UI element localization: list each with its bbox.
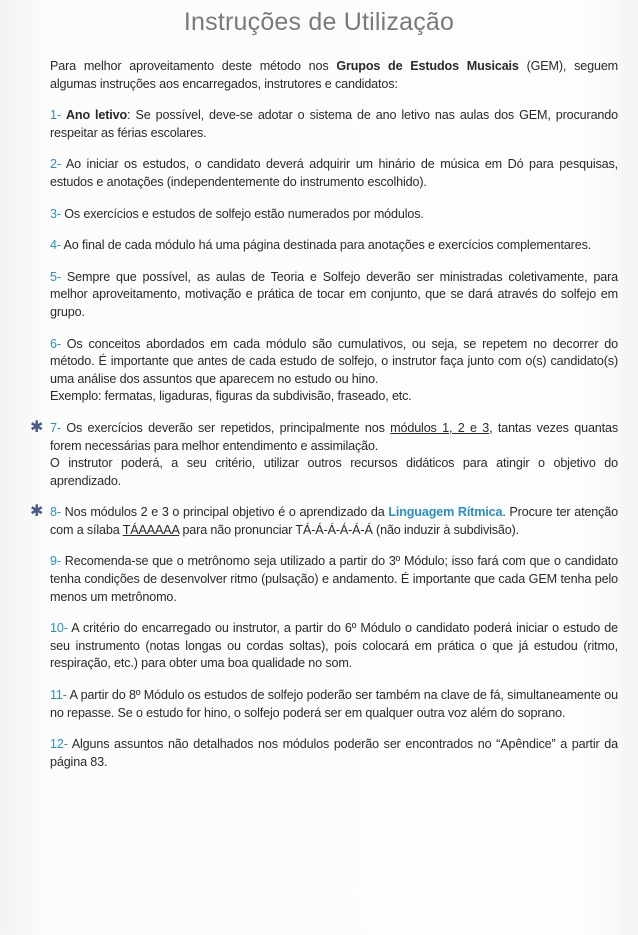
item-number: 8- [50,505,61,520]
item-2 [50,156,618,191]
item-number: 7- [50,420,61,435]
item-underlined: TÁAAAAA [122,522,180,537]
item-highlight: Linguagem Rítmica [388,505,503,520]
intro-pre: Para melhor aproveitamento deste método nos [50,59,337,73]
item-text: Ao iniciar os estudos, o candidato deverá adquirir um hinário de música em Dó para pesquisas, estudos e anotações (independentemente do instrumento escolhido). [50,157,618,189]
intro-post: (GEM), seguem algumas instruções aos encarregados, instrutores e candidatos: [50,59,619,91]
item-12 [50,736,618,771]
item-text: A partir do 8º Módulo os estudos de solfejo poderão ser também na clave de fá, simultaneamente ou no repasse. Se o estudo for hino, o solfejo poderá ser em qualquer outra voz além do soprano. [50,688,618,720]
item-number: 5- [50,269,61,284]
item-text-pre: Nos módulos 2 e 3 o principal objetivo é o aprendizado da [60,505,389,520]
item-number: 9- [50,554,61,569]
item-text: Os exercícios e estudos de solfejo estão numerados por módulos. [60,206,424,221]
item-6-example: Exemplo: fermatas, ligaduras, figuras da subdivisão, fraseado, etc. [50,389,412,404]
item-text: Alguns assuntos não detalhados nos módulos poderão ser encontrados no “Apêndice” a partir da página 83. [50,737,618,769]
handwritten-star-icon: ✱ [30,416,44,436]
item-text: Recomenda-se que o metrônomo seja utilizado a partir do 3º Módulo; isso fará com que o candidato tenha condições de desenvolver ritmo (pulsação) e andamento. É importante que cada GEM tenha pelo menos um metrônomo. [50,554,618,604]
item-number: 11- [50,688,67,703]
item-number: 10- [50,621,68,636]
item-bold: Ano letivo [65,108,128,123]
item-5 [50,269,618,322]
item-text: Sempre que possível, as aulas de Teoria e Solfejo deverão ser ministradas coletivamente, para melhor aproveitamento, motivação e prática de tocar em conjunto, que se dará através do solfejo em grupo. [50,269,618,319]
item-number: 1- [50,108,61,123]
intro-bold: Grupos de Estudos Musicais [336,59,519,73]
item-7 [30,416,619,455]
item-7-extra: O instrutor poderá, a seu critério, utilizar outros recursos didáticos para atingir o objetivo do aprendizado. [50,456,618,488]
item-text-post: para não pronunciar TÁ-Á-Á-Á-Á-Á (não induzir à subdivisão). [179,522,520,537]
instructions-body [30,58,619,785]
item-text: : Se possível, deve-se adotar o sistema de ano letivo nas aulas dos GEM, procurando respeitar as férias escolares. [50,108,618,140]
item-number: 3- [50,206,61,221]
item-11 [50,687,618,722]
item-number: 4- [50,238,61,253]
handwritten-star-icon: ✱ [30,501,44,521]
item-9 [50,553,618,606]
item-10 [50,620,618,673]
item-6 [50,336,618,389]
item-text: A critério do encarregado ou instrutor, a partir do 6º Módulo o candidato poderá iniciar o estudo de seu instrumento (notas longas ou cordas soltas), pois colocará em prática o que já estudou (ritmo, respiração, etc.) para obter uma boa qualidade no som. [50,621,618,671]
item-number: 12- [50,737,68,752]
item-3 [50,206,618,224]
item-underlined: módulos 1, 2 e 3 [390,420,490,435]
item-text: Ao final de cada módulo há uma página destinada para anotações e exercícios complementares. [60,238,592,253]
item-1 [50,107,618,142]
item-text: Os conceitos abordados em cada módulo são cumulativos, ou seja, se repetem no decorrer do método. É importante que antes de cada estudo de solfejo, o instrutor faça junto com o(s) candidato(s) uma análise dos assuntos que aparecem no estudo ou hino. [50,336,618,386]
intro-paragraph [50,58,618,93]
item-text-post: , tantas vezes quantas forem necessárias para melhor entendimento e assimilação. [50,420,619,453]
item-8 [30,501,618,539]
item-4 [50,237,618,255]
item-number: 2- [50,157,61,172]
item-number: 6- [50,336,61,351]
item-text-pre: Os exercícios deverão ser repetidos, principalmente nos [60,420,391,435]
item-text-mid: . Procure ter atenção com a sílaba [50,505,618,537]
page-title: Instruções de Utilização [183,8,455,36]
